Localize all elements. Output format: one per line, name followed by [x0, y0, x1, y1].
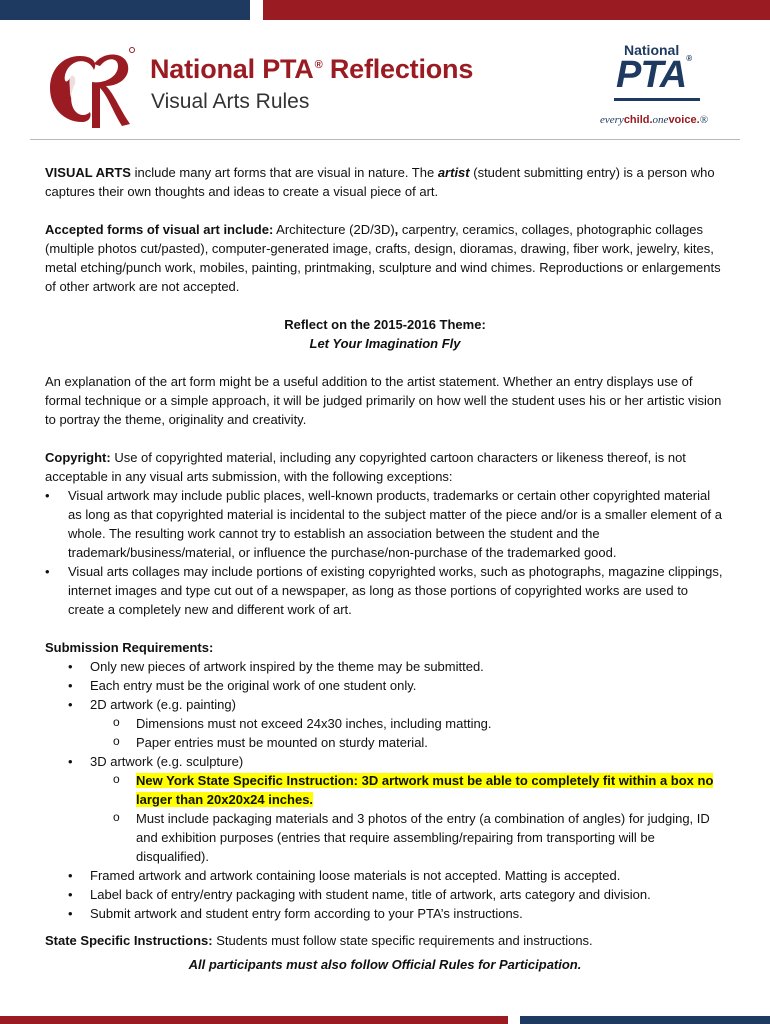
list-item: • 3D artwork (e.g. sculpture) — [45, 752, 725, 771]
accepted-forms-paragraph: Accepted forms of visual art include: Architecture (2D/3D), carpentry, ceramics, collages, photographic collages (multiple photos cut/pasted), computer-generated image, crafts, design, dioramas, drawing, fiber work, jewelry, kites, metal etching/punch work, mobiles, painting, printmaking, sculpture and wind chimes. Reproductions or enlargements of other artwork are not accepted. — [45, 222, 721, 294]
bottom-accent-bar-red — [0, 1016, 508, 1024]
pta-underline-icon — [614, 97, 704, 103]
pta-tagline: everychild.onevoice.® — [600, 114, 708, 126]
list-item: • Each entry must be the original work of one student only. — [45, 676, 725, 695]
theme-name: Let Your Imagination Fly — [309, 336, 461, 351]
copyright-exceptions-list — [45, 486, 725, 619]
national-pta-logo: National PTA® everychild.onevoice.® — [600, 42, 708, 126]
intro-paragraph: VISUAL ARTS include many art forms that are visual in nature. The artist (student submitting entry) is a person who captures their own thoughts and ideas to create a visual piece of art. — [45, 165, 715, 199]
list-item: • Visual arts collages may include portions of existing copyrighted works, such as photographs, magazine clippings, internet images and type cut out of a newspaper, as long as those portions of copyrighted works are used to create a completely new and different work of art. — [45, 562, 725, 619]
sub-list-item: o Must include packaging materials and 3 photos of the entry (a combination of angles) for judging, ID and exhibition purposes (entries that require assembling/repairing from transporting will be disqualified). — [45, 809, 725, 866]
state-instructions-paragraph: State Specific Instructions: Students must follow state specific requirements and instructions. — [45, 933, 593, 948]
list-item: • Visual artwork may include public places, well-known products, trademarks or certain other copyrighted material as long as that copyrighted material is incidental to the subject matter of the piece and/or is a smaller element of a whole. The resulting work cannot try to establish an association between the student and the trademark/business/material, or influence the purchase/non-purchase of the trademarked good. — [45, 486, 725, 562]
copyright-paragraph: Copyright: Use of copyrighted material, including any copyrighted cartoon characters or likeness thereof, is not acceptable in any visual arts submission, with the following exceptions: — [45, 450, 686, 484]
ny-state-instruction: New York State Specific Instruction: 3D artwork must be able to completely fit within a box no larger than 20x20x24 inches. — [136, 773, 714, 807]
sub-list-item: o Paper entries must be mounted on sturdy material. — [45, 733, 725, 752]
sub-list-item-highlighted — [45, 771, 725, 809]
reflections-logo-icon — [42, 42, 138, 134]
theme-heading: Reflect on the 2015-2016 Theme: — [284, 317, 486, 332]
page-header — [0, 20, 770, 140]
footer-note: All participants must also follow Official Rules for Participation. — [188, 957, 582, 972]
bottom-accent-bar-navy — [520, 1016, 770, 1024]
header-divider — [30, 139, 740, 140]
list-item: • Framed artwork and artwork containing loose materials is not accepted. Matting is accepted. — [45, 866, 725, 885]
top-accent-bar-navy — [0, 0, 250, 20]
submission-requirements-list — [45, 657, 725, 923]
submission-heading: Submission Requirements: — [45, 640, 214, 655]
top-accent-bar-red — [263, 0, 770, 20]
list-item: • Only new pieces of artwork inspired by the theme may be submitted. — [45, 657, 725, 676]
sub-list-item: o Dimensions must not exceed 24x30 inches, including matting. — [45, 714, 725, 733]
page-subtitle: Visual Arts Rules — [151, 90, 310, 113]
pta-wordmark: PTA® — [616, 54, 692, 96]
page-title: National PTA® Reflections — [150, 54, 474, 84]
document-body — [45, 163, 725, 974]
explanation-paragraph: An explanation of the art form might be a useful addition to the artist statement. Whether an entry displays use of formal technique or a simple approach, it will be judged primarily on how well the student uses his or her artistic vision to portray the theme, originality and creativity. — [45, 374, 722, 427]
list-item: • Label back of entry/entry packaging with student name, title of artwork, arts category and division. — [45, 885, 725, 904]
list-item: • Submit artwork and student entry form according to your PTA’s instructions. — [45, 904, 725, 923]
list-item: • 2D artwork (e.g. painting) — [45, 695, 725, 714]
